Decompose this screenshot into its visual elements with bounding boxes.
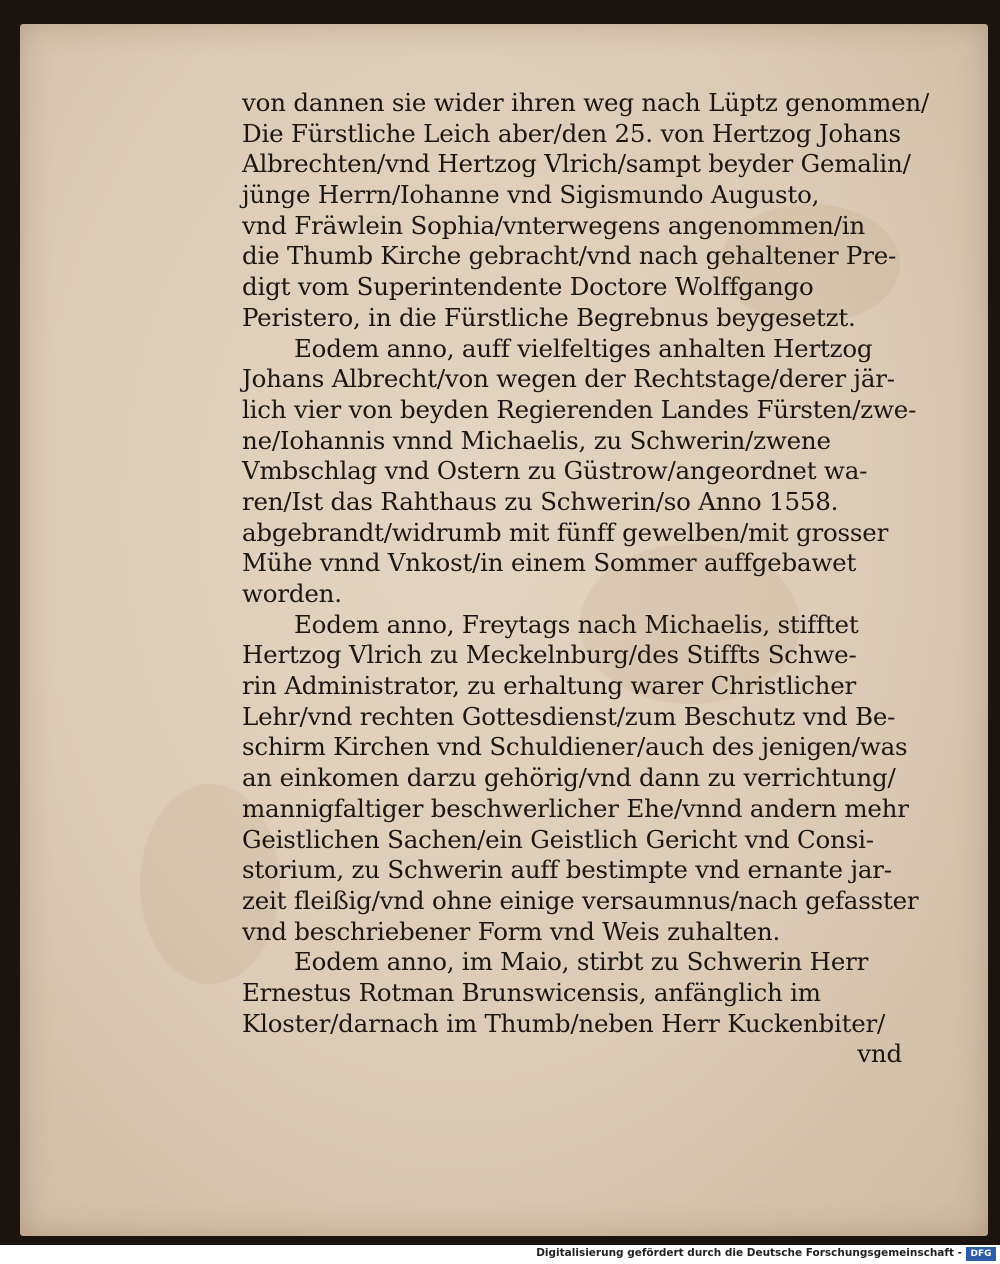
dfg-logo: DFG bbox=[966, 1247, 996, 1261]
text-line: zeit fleißig/vnd ohne einige versaumnus/nach gefasster bbox=[242, 885, 919, 915]
text-line: worden. bbox=[242, 579, 342, 608]
footer bbox=[0, 1245, 1000, 1264]
text-line: mannigfaltiger beschwerlicher Ehe/vnnd andern mehr bbox=[242, 793, 909, 823]
funding-notice: Digitalisierung gefördert durch die Deutsche Forschungsgemeinschaft - bbox=[536, 1247, 962, 1259]
text-line: Peristero, in die Fürstliche Begrebnus beygesetzt. bbox=[242, 302, 856, 332]
text-line: Eodem anno, auff vielfeltiges anhalten Hertzog bbox=[294, 333, 873, 363]
text-line: lich vier von beyden Regierenden Landes Fürsten/zwe- bbox=[242, 394, 917, 424]
text-line: storium, zu Schwerin auff bestimpte vnd ernante jar- bbox=[242, 855, 892, 885]
text-line: Geistlichen Sachen/ein Geistlich Gericht vnd Consi- bbox=[242, 824, 874, 854]
text-line: jünge Herrn/Iohanne vnd Sigismundo Augusto, bbox=[242, 180, 820, 210]
text-line: an einkomen darzu gehörig/vnd dann zu verrichtung/ bbox=[242, 763, 896, 793]
text-line: Lehr/vnd rechten Gottesdienst/zum Beschutz vnd Be- bbox=[242, 701, 896, 731]
text-line: vnd Fräwlein Sophia/vnterwegens angenommen/in bbox=[242, 210, 865, 240]
text-line: abgebrandt/widrumb mit fünff gewelben/mit grosser bbox=[242, 517, 889, 547]
text-line: Vmbschlag vnd Ostern zu Güstrow/angeordnet wa- bbox=[242, 456, 868, 486]
text-line: ne/Iohannis vnnd Michaelis, zu Schwerin/zwene bbox=[242, 425, 831, 455]
text-line: Mühe vnnd Vnkost/in einem Sommer auffgebawet bbox=[242, 548, 857, 578]
text-line: Eodem anno, Freytags nach Michaelis, stifftet bbox=[294, 609, 859, 639]
text-line: die Thumb Kirche gebracht/vnd nach gehaltener Pre- bbox=[242, 241, 897, 271]
text-line: Hertzog Vlrich zu Meckelnburg/des Stiffts Schwe- bbox=[242, 640, 857, 670]
text-line: vnd bbox=[857, 1039, 902, 1069]
text-line: Albrechten/vnd Hertzog Vlrich/sampt beyder Gemalin/ bbox=[242, 149, 911, 179]
text-line: digt vom Superintendente Doctore Wolffgango bbox=[242, 272, 814, 302]
text-line: von dannen sie wider ihren weg nach Lüptz genommen/ bbox=[242, 88, 930, 117]
text-line: rin Administrator, zu erhaltung warer Christlicher bbox=[242, 671, 857, 701]
text-line: ren/Ist das Rahthaus zu Schwerin/so Anno 1558. bbox=[242, 486, 839, 516]
text-line: Ernestus Rotman Brunswicensis, anfänglich im bbox=[242, 977, 821, 1007]
text-line: Johans Albrecht/von wegen der Rechtstage/derer jär- bbox=[242, 364, 895, 394]
page-text bbox=[242, 88, 930, 1070]
text-line: Die Fürstliche Leich aber/den 25. von Hertzog Johans bbox=[242, 118, 901, 148]
text-line: Eodem anno, im Maio, stirbt zu Schwerin Herr bbox=[294, 947, 869, 977]
text-line: vnd beschriebener Form vnd Weis zuhalten. bbox=[242, 916, 781, 946]
text-line: Kloster/darnach im Thumb/neben Herr Kuckenbiter/ bbox=[242, 1008, 886, 1038]
text-line: schirm Kirchen vnd Schuldiener/auch des jenigen/was bbox=[242, 732, 908, 762]
